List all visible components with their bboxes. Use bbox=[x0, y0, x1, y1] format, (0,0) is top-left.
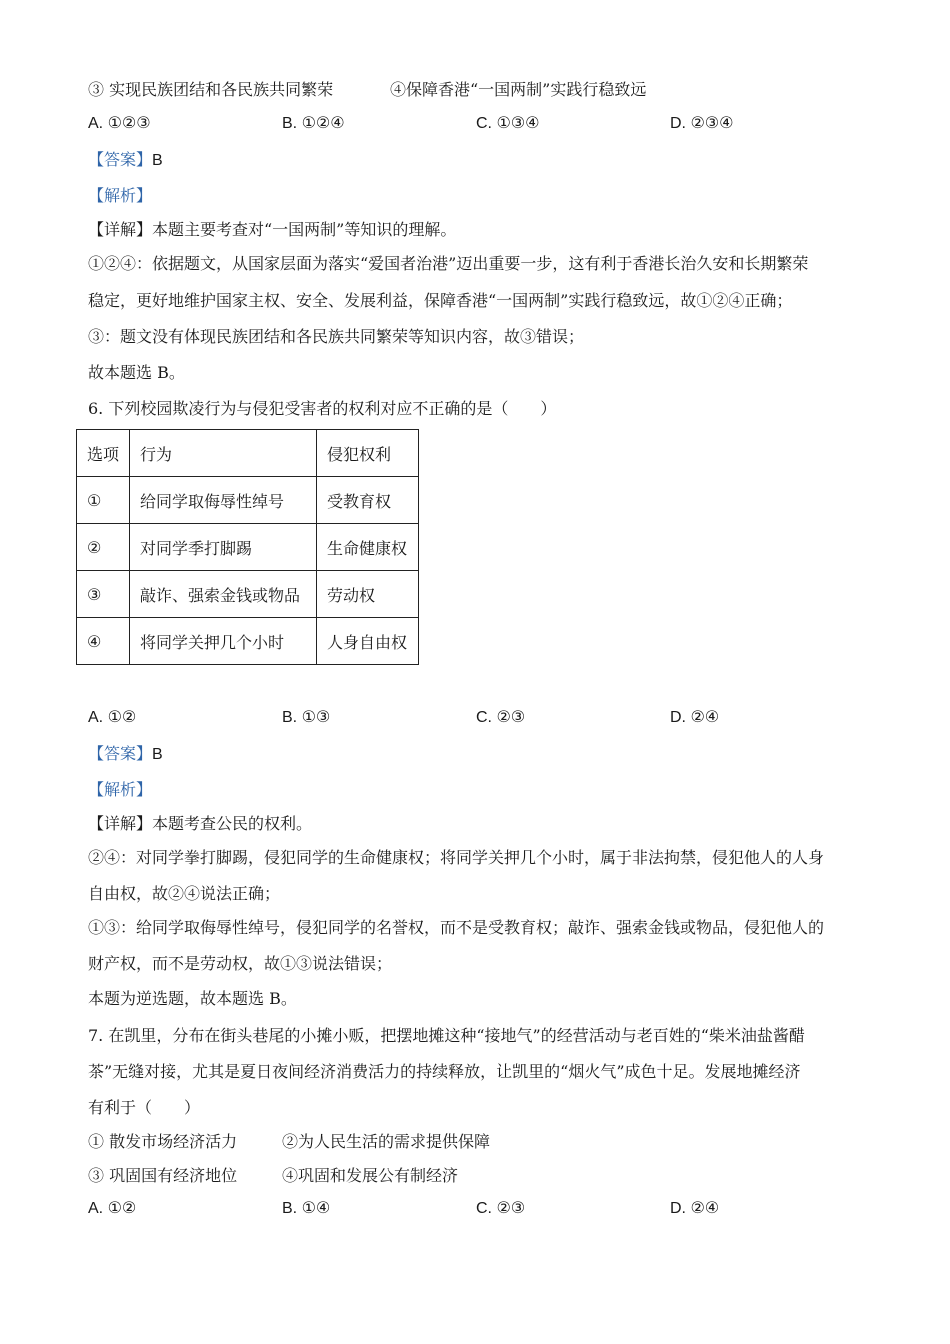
q5-explain-2: 稳定，更好地维护国家主权、安全、发展利益，保障香港“一国两制”实践行稳致远，故①②④正确； bbox=[88, 291, 793, 310]
table-row bbox=[77, 524, 419, 571]
q6-analysis-label: 【解析】 bbox=[88, 780, 153, 799]
table-row bbox=[77, 571, 419, 618]
q5-analysis-label: 【解析】 bbox=[88, 186, 153, 205]
q5-explain-1: ①②④：依据题文，从国家层面为落实“爱国者治港”迈出重要一步，这有利于香港长治久安和长期繁荣 bbox=[88, 254, 809, 273]
q6-answer-value: B bbox=[152, 746, 163, 763]
q5-explain-4: 故本题选 B。 bbox=[88, 363, 185, 382]
q5-option-a: A. ①②③ bbox=[88, 115, 151, 132]
q6-stem: 6. 下列校园欺凌行为与侵犯受害者的权利对应不正确的是（ ） bbox=[88, 399, 557, 418]
q5-explain-3: ③：题文没有体现民族团结和各民族共同繁荣等知识内容，故③错误； bbox=[88, 327, 585, 346]
table-cell: 对同学季打脚踢 bbox=[130, 524, 317, 571]
table-header-cell: 选项 bbox=[77, 430, 130, 477]
q6-table bbox=[76, 429, 419, 665]
q7-option-d: D. ②④ bbox=[670, 1200, 720, 1217]
q7-stem-1: 7. 在凯里，分布在街头巷尾的小摊小贩，把摆地摊这种“接地气”的经营活动与老百姓的“柴米油盐酱醋 bbox=[88, 1026, 805, 1045]
q6-detail: 【详解】本题考查公民的权利。 bbox=[88, 814, 313, 833]
q7-option-b: B. ①④ bbox=[282, 1200, 331, 1217]
table-cell: ③ bbox=[77, 571, 130, 618]
table-header-row bbox=[77, 430, 419, 477]
table-cell: ② bbox=[77, 524, 130, 571]
q7-option-c: C. ②③ bbox=[476, 1200, 526, 1217]
q6-explain-1: ②④：对同学拳打脚踢，侵犯同学的生命健康权；将同学关押几个小时，属于非法拘禁，侵犯他人的人身 bbox=[88, 848, 825, 867]
q7-statement-4: ④巩固和发展公有制经济 bbox=[282, 1166, 459, 1185]
q7-stem-3: 有利于（ ） bbox=[88, 1098, 201, 1117]
table-header-cell: 侵犯权利 bbox=[317, 430, 419, 477]
q6-explain-3: ①③：给同学取侮辱性绰号，侵犯同学的名誉权，而不是受教育权；敲诈、强索金钱或物品，侵犯他人的 bbox=[88, 918, 825, 937]
q5-option-c: C. ①③④ bbox=[476, 115, 540, 132]
q5-answer bbox=[88, 150, 163, 171]
q5-option-d: D. ②③④ bbox=[670, 115, 734, 132]
q6-option-d: D. ②④ bbox=[670, 709, 720, 726]
table-cell: 人身自由权 bbox=[317, 618, 419, 665]
q6-explain-4: 财产权，而不是劳动权，故①③说法错误； bbox=[88, 954, 393, 973]
table-cell: 受教育权 bbox=[317, 477, 419, 524]
table-cell: ④ bbox=[77, 618, 130, 665]
q6-option-a: A. ①② bbox=[88, 709, 137, 726]
q6-answer bbox=[88, 744, 163, 765]
table-cell: 劳动权 bbox=[317, 571, 419, 618]
q7-statement-2: ②为人民生活的需求提供保障 bbox=[282, 1132, 491, 1151]
q5-detail: 【详解】本题主要考查对“一国两制”等知识的理解。 bbox=[88, 220, 457, 239]
table-cell: 生命健康权 bbox=[317, 524, 419, 571]
q6-answer-label: 【答案】 bbox=[88, 744, 153, 763]
q5-options bbox=[88, 114, 868, 134]
q5-statement-3: ③ 实现民族团结和各民族共同繁荣 bbox=[88, 80, 334, 99]
q5-answer-label: 【答案】 bbox=[88, 150, 153, 169]
table-cell: 敲诈、强索金钱或物品 bbox=[130, 571, 317, 618]
table-row bbox=[77, 477, 419, 524]
q5-answer-value: B bbox=[152, 152, 163, 169]
q7-statement-1: ① 散发市场经济活力 bbox=[88, 1132, 238, 1151]
table-cell: 将同学关押几个小时 bbox=[130, 618, 317, 665]
q7-stem-2: 茶”无缝对接，尤其是夏日夜间经济消费活力的持续释放，让凯里的“烟火气”成色十足。发展地摊经济 bbox=[88, 1062, 801, 1081]
table-header-cell: 行为 bbox=[130, 430, 317, 477]
q6-option-c: C. ②③ bbox=[476, 709, 526, 726]
q5-statement-4: ④保障香港“一国两制”实践行稳致远 bbox=[390, 80, 647, 99]
q5-option-b: B. ①②④ bbox=[282, 115, 345, 132]
q7-option-a: A. ①② bbox=[88, 1200, 137, 1217]
table-cell: ① bbox=[77, 477, 130, 524]
q6-explain-2: 自由权，故②④说法正确； bbox=[88, 884, 281, 903]
q6-option-b: B. ①③ bbox=[282, 709, 331, 726]
q7-options bbox=[88, 1199, 868, 1219]
q6-explain-5: 本题为逆选题，故本题选 B。 bbox=[88, 989, 297, 1008]
table-row bbox=[77, 618, 419, 665]
q7-statement-3: ③ 巩固国有经济地位 bbox=[88, 1166, 238, 1185]
table-cell: 给同学取侮辱性绰号 bbox=[130, 477, 317, 524]
q6-options bbox=[88, 708, 868, 728]
